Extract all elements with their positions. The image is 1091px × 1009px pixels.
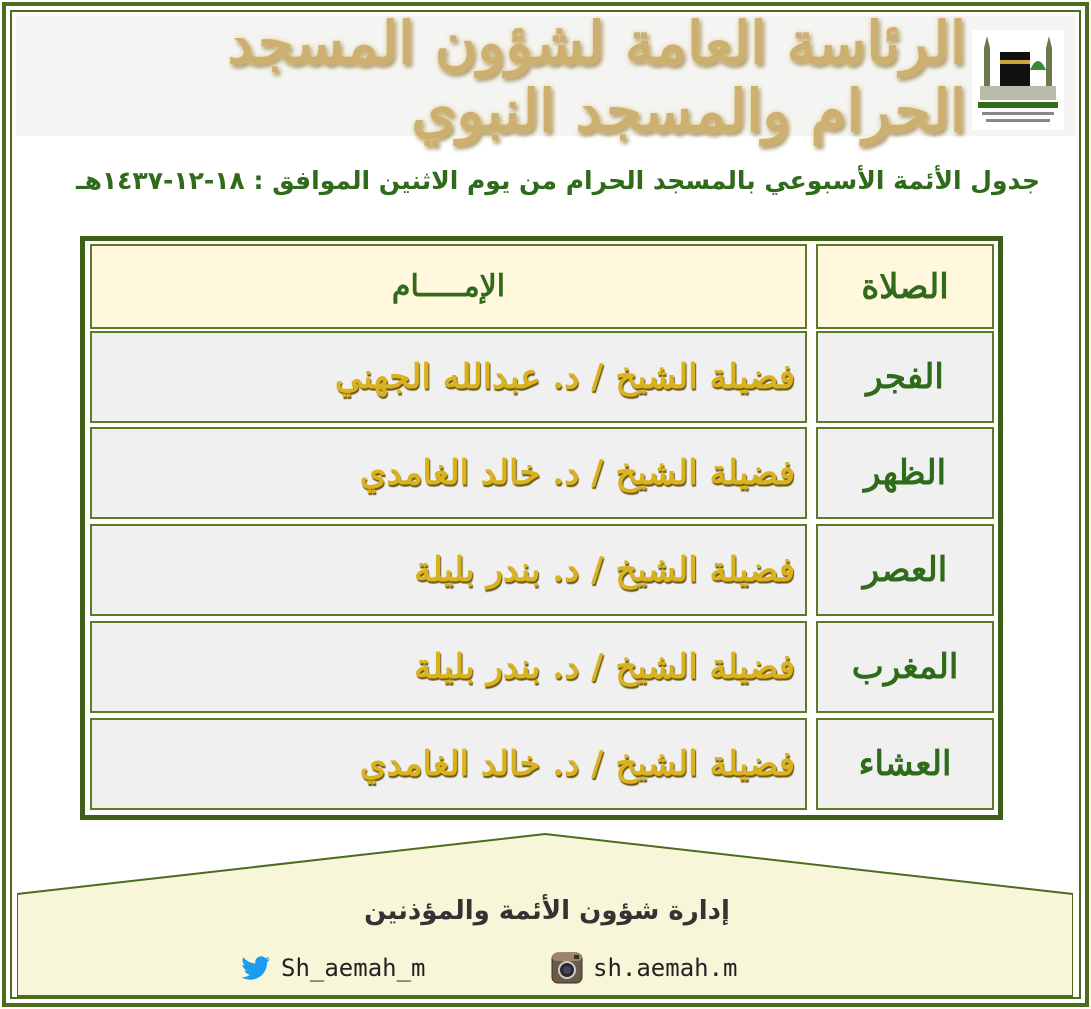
imam-name: فضيلة الشيخ / د. خالد الغامدي (359, 744, 795, 784)
imam-cell (90, 621, 807, 713)
instagram-camera-icon (551, 952, 583, 984)
prayer-name: الظهر (863, 453, 947, 493)
imams-schedule-table (80, 236, 1003, 820)
imam-cell (90, 524, 807, 616)
prayer-cell (816, 331, 994, 423)
footer-panel (17, 832, 1073, 998)
prayer-name: الفجر (866, 357, 944, 397)
twitter-handle: Sh_aemah_m (281, 954, 426, 982)
prayer-cell (816, 718, 994, 810)
imam-name: فضيلة الشيخ / د. عبدالله الجهني (334, 357, 795, 397)
department-title: إدارة شؤون الأئمة والمؤذنين (364, 896, 730, 926)
imam-cell (90, 331, 807, 423)
header-prayer-label: الصلاة (861, 266, 949, 307)
prayer-cell (816, 621, 994, 713)
header-prayer-cell (816, 244, 994, 329)
imam-name: فضيلة الشيخ / د. بندر بليلة (414, 647, 795, 687)
imam-name: فضيلة الشيخ / د. خالد الغامدي (359, 453, 795, 493)
header-imam-label: الإمـــــام (391, 269, 506, 304)
prayer-cell (816, 427, 994, 519)
imam-name: فضيلة الشيخ / د. بندر بليلة (414, 550, 795, 590)
header-imam-cell (90, 244, 807, 329)
presidency-emblem-icon (972, 30, 1064, 130)
prayer-name: العشاء (858, 744, 952, 784)
imam-cell (90, 427, 807, 519)
imam-cell (90, 718, 807, 810)
instagram-link[interactable] (551, 950, 738, 986)
schedule-subtitle: جدول الأئمة الأسبوعي بالمسجد الحرام من يوم الاثنين الموافق : ١٨-١٢-١٤٣٧هـ (76, 166, 1040, 195)
prayer-name: المغرب (851, 647, 959, 687)
banner-title: الرئاسة العامة لشؤون المسجد الحرام والمسجد النبوي (227, 9, 966, 145)
instagram-handle: sh.aemah.m (593, 954, 738, 982)
prayer-name: العصر (862, 550, 948, 590)
twitter-bird-icon (241, 956, 271, 980)
twitter-link[interactable] (241, 950, 426, 986)
prayer-cell (816, 524, 994, 616)
header-banner (16, 9, 1075, 145)
